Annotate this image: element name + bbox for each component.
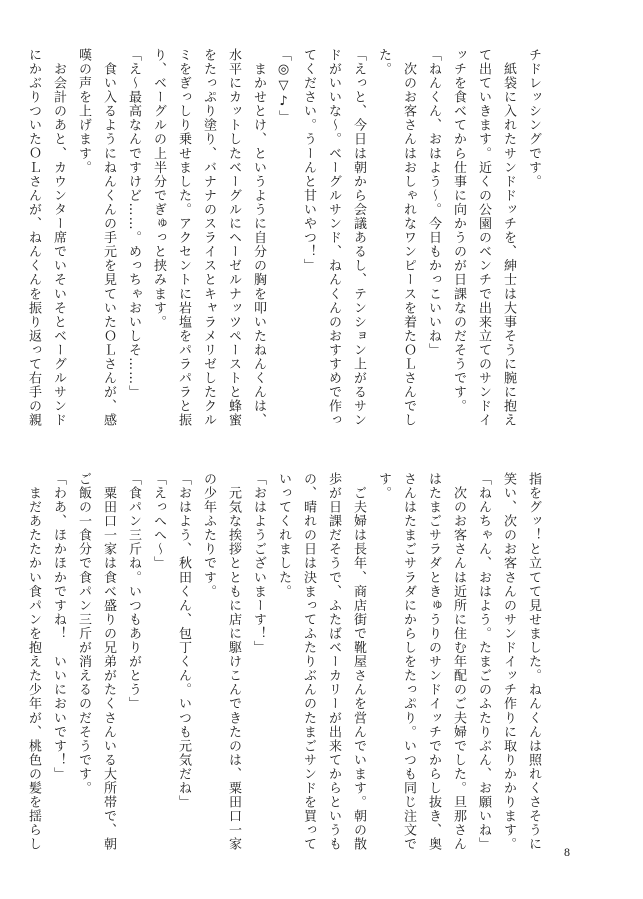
text-line: 紙袋に入れたサンドドッチを、紳士は大事そうに腕に抱え: [501, 48, 516, 428]
text-line: 水平にカットしたベーグルにヘーゼルナッツペーストと蜂蜜: [226, 48, 241, 428]
text-line: ミをぎっしり乗せました。アクセントに岩塩をパラパラと振: [176, 48, 191, 428]
text-line: 笑い、次のお客さんのサンドイッチ作りに取りかかります。: [501, 472, 516, 852]
text-line: 食い入るようにねんくんの手元を見ていたＯＬさんが、感: [101, 48, 116, 428]
text-line: 粟田口一家は食べ盛りの兄弟がたくさんいる大所帯で、朝: [101, 472, 116, 852]
text-line: にかぶりついたＯＬさんが、ねんくんを振り返って右手の親: [26, 48, 41, 428]
text-line: てください。うーんと甘いやつ！」: [301, 48, 316, 273]
text-line: まかせとけ、というように自分の胸を叩いたねんくんは、: [251, 48, 266, 428]
text-line: 「え〜最高なんですけど……。めっちゃおいしそ……」: [126, 48, 141, 400]
page-number: 8: [564, 845, 570, 859]
text-line: 「ねんくん、おはよう〜。今日もかっこいいね」: [426, 48, 441, 358]
text-line: 次のお客さんはおしゃれなワンピースを着たＯＬさんでし: [401, 48, 416, 428]
text-line: ご飯の一食分で食パン三斤が消えるのだそうです。: [76, 472, 91, 796]
text-line: チドレッシングです。: [526, 48, 541, 189]
text-line: た。: [376, 48, 391, 77]
text-line: お会計のあと、カウンター席でいそいそとベーグルサンド: [51, 48, 66, 428]
text-line: 元気な挨拶とともに店に駆けこんできたのは、粟田口一家: [226, 472, 241, 852]
text-line: り、ベーグルの上半分でぎゅっと挟みます。: [151, 48, 166, 329]
text-line: ッチを食べてから仕事に向かうのが日課なのだそうです。: [451, 48, 466, 414]
text-line: ドがいいな〜。ベーグルサンド、ねんくんのおすすめで作っ: [326, 48, 341, 428]
text-line: 「食パン三斤ね。いつもありがとう」: [126, 472, 141, 711]
text-line: 「わあ、ほかほかですね！ いいにおいです！」: [51, 472, 66, 782]
text-line: をたっぷり塗り、バナナのスライスとキャラメリゼしたクル: [201, 48, 216, 428]
text-line: の、晴れの日は決まってふたりぶんのたまごサンドを買って: [301, 472, 316, 852]
text-line: 「おはようございまーす！」: [251, 472, 266, 655]
text-line: 歩が日課だそうで、ふたばベーカリーが出来てからというも: [326, 472, 341, 852]
text-line: ご夫婦は長年、商店街で靴屋さんを営んでいます。朝の散: [351, 472, 366, 852]
text-line: 嘆の声を上げます。: [76, 48, 91, 175]
text-line: 「おはよう、秋田くん、包丁くん。いつも元気だね」: [176, 472, 191, 810]
text-line: 次のお客さんは近所に住む年配のご夫婦でした。旦那さん: [451, 472, 466, 852]
text-line: いってくれました。: [276, 472, 291, 599]
text-line: 「ねんちゃん、おはよう。たまごのふたりぶん、お願いね」: [476, 472, 491, 852]
text-line: はたまごサラダときゅうりのサンドイッチでからし抜き、奥: [426, 472, 441, 852]
text-line: 「えっへへ〜」: [151, 472, 166, 571]
text-line: 「◎▽♪」: [276, 48, 291, 125]
upper-text-block: [21, 48, 546, 428]
text-line: 「えっと、今日は朝から会議あるし、テンション上がるサン: [351, 48, 366, 428]
text-line: す。: [376, 472, 391, 501]
text-line: て出ていきます。近くの公園のベンチで出来立てのサンドイ: [476, 48, 491, 428]
text-line: の少年ふたりです。: [201, 472, 216, 599]
text-line: さんはたまごサラダにからしをたっぷり。いつも同じ注文で: [401, 472, 416, 852]
text-line: まだあたたかい食パンを抱えた少年が、桃色の髪を揺らし: [26, 472, 41, 852]
text-line: 指をグッ！と立てて見せました。ねんくんは照れくさそうに: [526, 472, 541, 852]
lower-text-block: [21, 472, 546, 852]
